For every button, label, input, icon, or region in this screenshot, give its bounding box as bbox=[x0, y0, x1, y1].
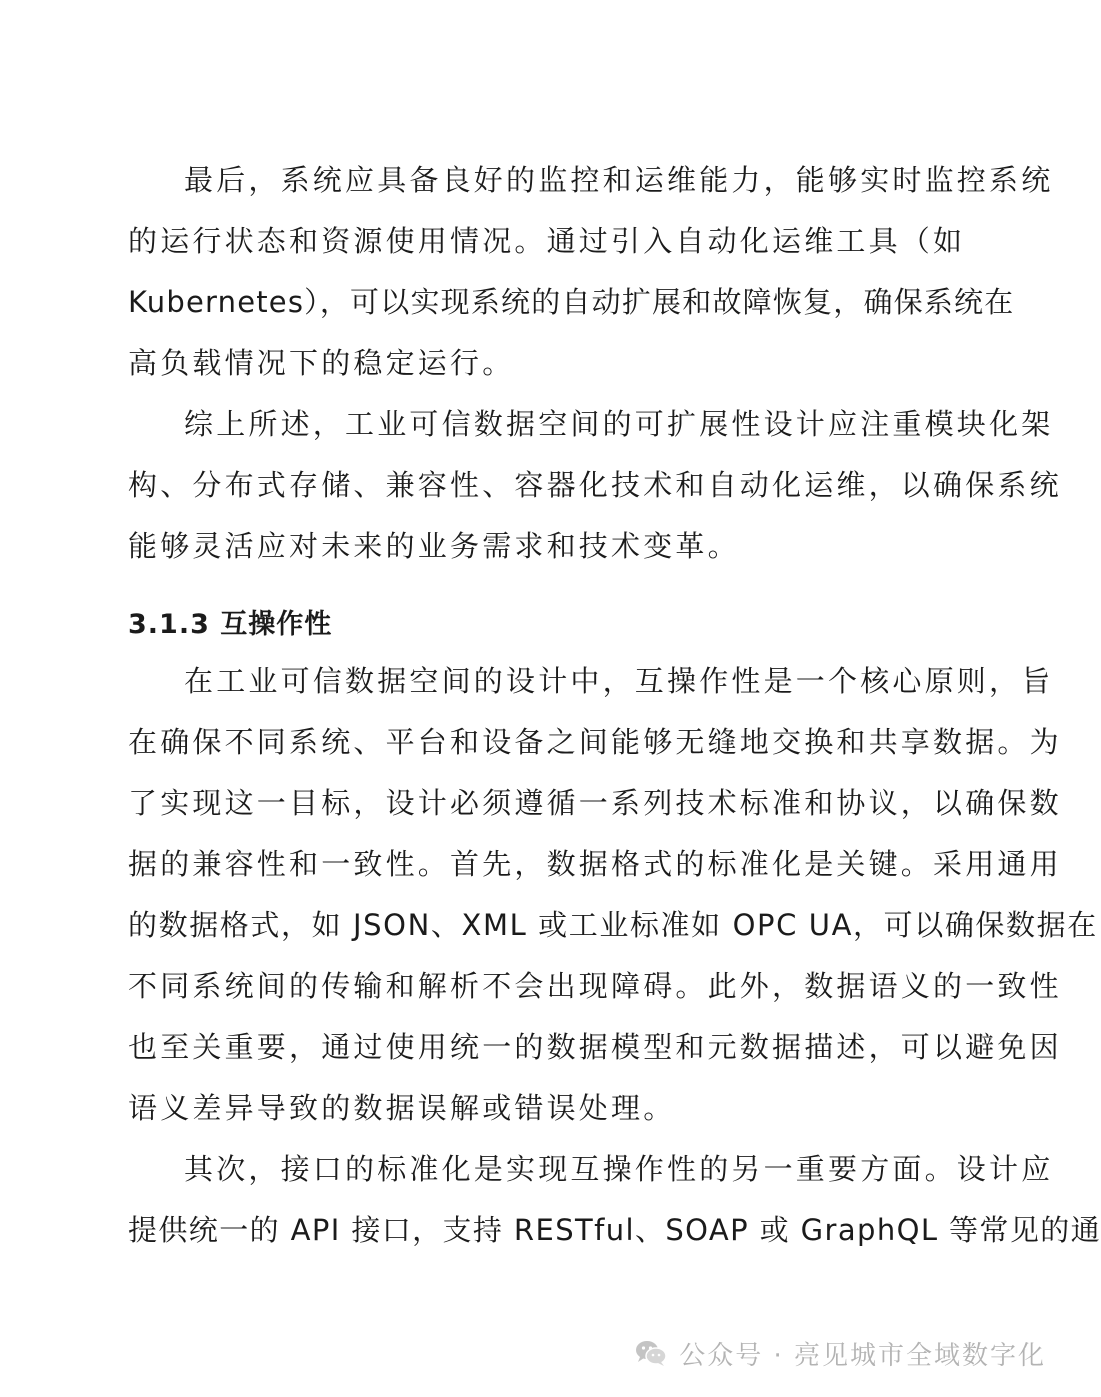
watermark-text: 公众号 · 亮见城市全域数字化 bbox=[679, 1340, 1046, 1371]
paragraph-line: 在确保不同系统、平台和设备之间能够无缝地交换和共享数据。为 bbox=[128, 725, 1062, 759]
paragraph-line: 也至关重要，通过使用统一的数据模型和元数据描述，可以避免因 bbox=[128, 1030, 1062, 1064]
paragraph-line: 综上所述，工业可信数据空间的可扩展性设计应注重模块化架 bbox=[184, 407, 1054, 441]
paragraph-line: 构、分布式存储、兼容性、容器化技术和自动化运维，以确保系统 bbox=[128, 468, 1062, 502]
section-heading: 3.1.3 互操作性 bbox=[128, 609, 333, 640]
paragraph-line: 能够灵活应对未来的业务需求和技术变革。 bbox=[128, 529, 740, 563]
paragraph-line: 不同系统间的传输和解析不会出现障碍。此外，数据语义的一致性 bbox=[128, 969, 1062, 1003]
paragraph-line: 的运行状态和资源使用情况。通过引入自动化运维工具（如 bbox=[128, 224, 966, 258]
paragraph-line: 的数据格式，如 JSON、XML 或工业标准如 OPC UA，可以确保数据在 bbox=[128, 908, 1098, 942]
paragraph-line: 最后，系统应具备良好的监控和运维能力，能够实时监控系统 bbox=[184, 163, 1054, 197]
paragraph-line: 据的兼容性和一致性。首先，数据格式的标准化是关键。采用通用 bbox=[128, 847, 1062, 881]
paragraph-line: 语义差异导致的数据误解或错误处理。 bbox=[128, 1091, 676, 1125]
paragraph-line: Kubernetes），可以实现系统的自动扩展和故障恢复，确保系统在 bbox=[128, 285, 1015, 319]
wechat-icon bbox=[633, 1335, 669, 1371]
paragraph-line: 在工业可信数据空间的设计中，互操作性是一个核心原则，旨 bbox=[184, 664, 1054, 698]
paragraph-line: 提供统一的 API 接口，支持 RESTful、SOAP 或 GraphQL 等常见的通 bbox=[128, 1213, 1101, 1247]
paragraph-line: 高负载情况下的稳定运行。 bbox=[128, 346, 515, 380]
paragraph-line: 其次，接口的标准化是实现互操作性的另一重要方面。设计应 bbox=[184, 1152, 1054, 1186]
paragraph-line: 了实现这一目标，设计必须遵循一系列技术标准和协议，以确保数 bbox=[128, 786, 1062, 820]
watermark bbox=[633, 1333, 1046, 1373]
